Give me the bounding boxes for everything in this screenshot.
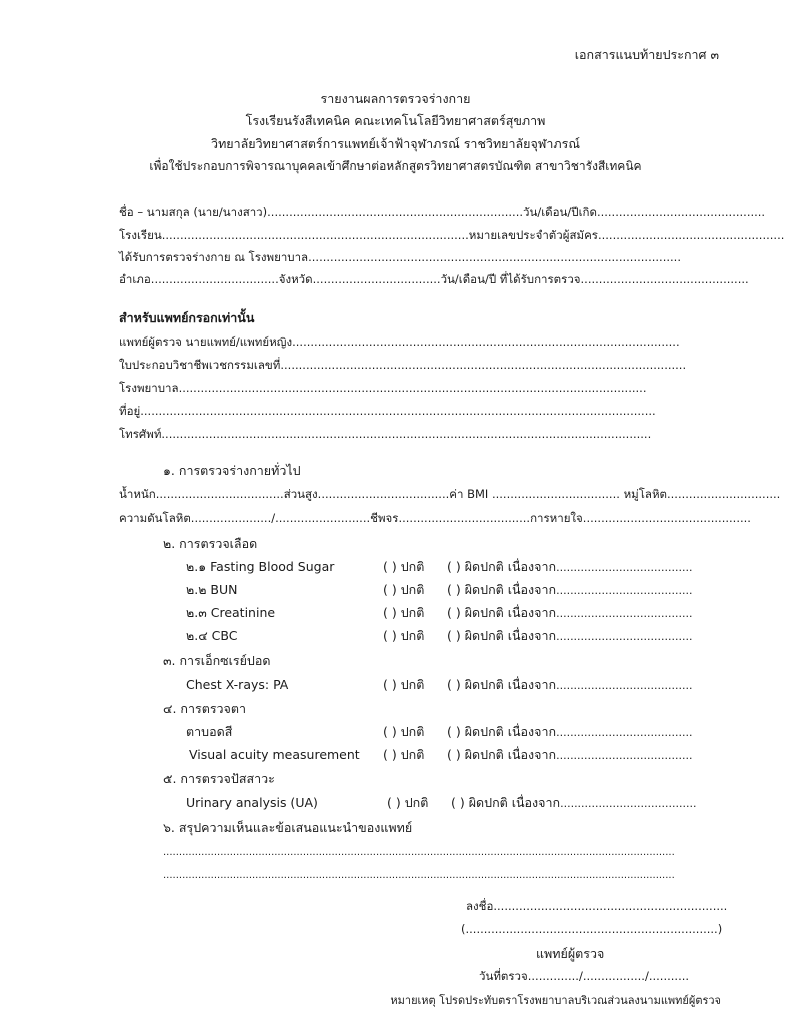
bp-slash: /	[271, 511, 276, 525]
field-label: อำเภอ	[119, 272, 151, 286]
field-label: โรงเรียน	[119, 228, 162, 242]
summary-line[interactable]: .................................................................................................................................................................	[163, 870, 675, 881]
section-general-exam: ๑. การตรวจร่างกายทั่วไป	[163, 463, 301, 478]
test-cbc-label: ๒.๔ CBC	[186, 628, 238, 643]
section-eye-exam: ๔. การตรวจตา	[163, 701, 247, 716]
ua-abnormal-option[interactable]	[451, 795, 696, 811]
field-dots: ......................................................................................................	[308, 250, 681, 264]
address-field[interactable]	[119, 404, 656, 419]
cbc-normal-option[interactable]: ( ) ปกติ	[383, 628, 425, 643]
abnormal-label: ( ) ผิดปกติ เนื่องจาก	[447, 582, 557, 597]
field-dots: ..............................................	[596, 205, 766, 219]
report-title: รายงานผลการตรวจร่างกาย	[320, 91, 471, 106]
field-dots: ...................................................	[597, 228, 785, 242]
field-label: ได้รับการตรวจร่างกาย ณ โรงพยาบาล	[119, 250, 309, 264]
section-urine-exam: ๕. การตรวจปัสสาวะ	[163, 771, 275, 786]
abnormal-label: ( ) ผิดปกติ เนื่องจาก	[447, 747, 557, 762]
weight-dots: ...................................	[155, 487, 284, 501]
summary-line[interactable]: .................................................................................................................................................................	[163, 847, 675, 858]
xray-abnormal-option[interactable]	[447, 677, 692, 693]
abnormal-label: ( ) ผิดปกติ เนื่องจาก	[447, 559, 557, 574]
abnormal-dots: .......................................	[556, 726, 693, 739]
doctor-heading: สำหรับแพทย์กรอกเท่านั้น	[119, 310, 255, 325]
colorblind-abnormal-option[interactable]	[447, 724, 692, 740]
abnormal-dots: .......................................	[556, 607, 693, 620]
respiration-dots: ..............................................	[582, 511, 751, 525]
field-label: หมายเลขประจำตัวผู้สมัคร	[468, 228, 598, 242]
field-label: แพทย์ผู้ตรวจ นายแพทย์/แพทย์หญิง	[119, 335, 293, 349]
abnormal-label: ( ) ผิดปกติ เนื่องจาก	[447, 677, 557, 692]
abnormal-dots: .......................................	[556, 630, 693, 643]
date-slash: /	[578, 969, 583, 983]
applicant-name-field[interactable]	[119, 205, 765, 220]
bmi-label: ค่า BMI	[449, 487, 489, 501]
signature-field[interactable]	[466, 899, 727, 914]
test-visual-acuity-label: Visual acuity measurement	[189, 747, 360, 762]
field-dots: ...............................................................................................................	[280, 358, 687, 372]
field-label: วัน/เดือน/ปีเกิด	[523, 205, 597, 219]
vitals-row-2[interactable]	[119, 511, 751, 526]
cbc-abnormal-option[interactable]	[447, 628, 692, 644]
doctor-hospital-field[interactable]	[119, 381, 646, 396]
field-label: ใบประกอบวิชาชีพเวชกรรมเลขที่	[119, 358, 281, 372]
signature-dots: ................................................................	[493, 899, 728, 913]
field-label: ที่อยู่	[119, 404, 141, 418]
date-label: วันที่ตรวจ	[479, 969, 528, 983]
field-label: โทรศัพท์	[119, 427, 162, 441]
field-dots: .............................................................................................................................................	[140, 404, 656, 418]
abnormal-label: ( ) ผิดปกติ เนื่องจาก	[447, 628, 557, 643]
field-dots: ..........................................................................................................	[292, 335, 680, 349]
colorblind-normal-option[interactable]: ( ) ปกติ	[383, 724, 425, 739]
fbs-abnormal-option[interactable]	[447, 559, 692, 575]
signer-title: แพทย์ผู้ตรวจ	[536, 946, 605, 961]
bun-normal-option[interactable]: ( ) ปกติ	[383, 582, 425, 597]
respiration-label: การหายใจ	[530, 511, 583, 525]
exam-hospital-field[interactable]	[119, 250, 681, 265]
fbs-normal-option[interactable]: ( ) ปกติ	[383, 559, 425, 574]
height-dots: ....................................	[317, 487, 450, 501]
acuity-normal-option[interactable]: ( ) ปกติ	[383, 747, 425, 762]
blood-type-label: หมู่โลหิต	[623, 487, 667, 501]
weight-label: น้ำหนัก	[119, 487, 156, 501]
license-field[interactable]	[119, 358, 686, 373]
height-label: ส่วนสูง	[283, 487, 318, 501]
date-slash: /	[644, 969, 649, 983]
abnormal-label: ( ) ผิดปกติ เนื่องจาก	[451, 795, 561, 810]
test-chest-xray-label: Chest X-rays: PA	[186, 677, 289, 692]
blood-type-dots: ...............................	[667, 487, 781, 501]
test-creatinine-label: ๒.๓ Creatinine	[186, 605, 276, 620]
field-dots: ...................................	[312, 272, 441, 286]
bp-label: ความดันโลหิต	[119, 511, 191, 525]
doctor-name-field[interactable]	[119, 335, 680, 350]
field-dots: ................................................................................................................................	[178, 381, 647, 395]
abnormal-dots: .......................................	[556, 749, 693, 762]
vitals-row-1[interactable]	[119, 487, 780, 502]
abnormal-dots: .......................................	[556, 584, 693, 597]
bp-dots: ......................	[190, 511, 272, 525]
field-dots: ......................................................................	[267, 205, 524, 219]
creatinine-abnormal-option[interactable]	[447, 605, 692, 621]
ua-normal-option[interactable]: ( ) ปกติ	[387, 795, 429, 810]
school-name: โรงเรียนรังสีเทคนิค คณะเทคโนโลยีวิทยาศาสตร์สุขภาพ	[245, 113, 546, 128]
pulse-dots: ....................................	[398, 511, 531, 525]
school-field[interactable]	[119, 228, 784, 243]
date-dots: .................	[582, 969, 645, 983]
test-color-blind-label: ตาบอดสี	[186, 724, 233, 739]
field-dots: ..............................................	[580, 272, 749, 286]
date-dots: ...........	[648, 969, 690, 983]
section-chest-xray: ๓. การเอ็กซเรย์ปอด	[163, 653, 271, 668]
field-dots: ....................................................................................	[161, 228, 469, 242]
acuity-abnormal-option[interactable]	[447, 747, 692, 763]
bp-dots: ..........................	[275, 511, 371, 525]
test-urinalysis-label: Urinary analysis (UA)	[186, 795, 318, 810]
annex-note: เอกสารแนบท้ายประกาศ ๓	[574, 47, 719, 62]
section-summary: ๖. สรุปความเห็นและข้อเสนอแนะนำของแพทย์	[163, 820, 413, 835]
abnormal-dots: .......................................	[560, 797, 697, 810]
abnormal-dots: .......................................	[556, 561, 693, 574]
signature-label: ลงชื่อ	[466, 899, 494, 913]
field-dots: ......................................................................................................................................	[161, 427, 652, 441]
signature-name-field[interactable]: (.....................................................................)	[461, 922, 723, 936]
exam-date-field[interactable]	[479, 969, 689, 984]
field-label: วัน/เดือน/ปี ที่ได้รับการตรวจ	[440, 272, 581, 286]
creatinine-normal-option[interactable]: ( ) ปกติ	[383, 605, 425, 620]
date-dots: ..............	[527, 969, 579, 983]
field-label: จังหวัด	[278, 272, 313, 286]
field-dots: ...................................	[150, 272, 279, 286]
abnormal-label: ( ) ผิดปกติ เนื่องจาก	[447, 605, 557, 620]
bun-abnormal-option[interactable]	[447, 582, 692, 598]
phone-field[interactable]	[119, 427, 651, 442]
purpose-line: เพื่อใช้ประกอบการพิจารณาบุคคลเข้าศึกษาต่อหลักสูตรวิทยาศาสตรบัณฑิต สาขาวิชารังสีเทคนิค	[149, 159, 642, 173]
footer-note: หมายเหตุ โปรดประทับตราโรงพยาบาลบริเวณส่วนลงนามแพทย์ผู้ตรวจ	[390, 994, 721, 1007]
section-blood-test: ๒. การตรวจเลือด	[163, 536, 258, 551]
field-label: โรงพยาบาล	[119, 381, 179, 395]
test-fbs-label: ๒.๑ Fasting Blood Sugar	[186, 559, 335, 574]
location-date-field[interactable]	[119, 272, 749, 287]
field-label: ชื่อ – นามสกุล (นาย/นางสาว)	[119, 205, 268, 219]
pulse-label: ชีพจร	[370, 511, 399, 525]
college-name: วิทยาลัยวิทยาศาสตร์การแพทย์เจ้าฟ้าจุฬาภรณ์ ราชวิทยาลัยจุฬาภรณ์	[211, 136, 580, 151]
xray-normal-option[interactable]: ( ) ปกติ	[383, 677, 425, 692]
abnormal-dots: .......................................	[556, 679, 693, 692]
bmi-dots: ...................................	[491, 487, 620, 501]
test-bun-label: ๒.๒ BUN	[186, 582, 238, 597]
abnormal-label: ( ) ผิดปกติ เนื่องจาก	[447, 724, 557, 739]
